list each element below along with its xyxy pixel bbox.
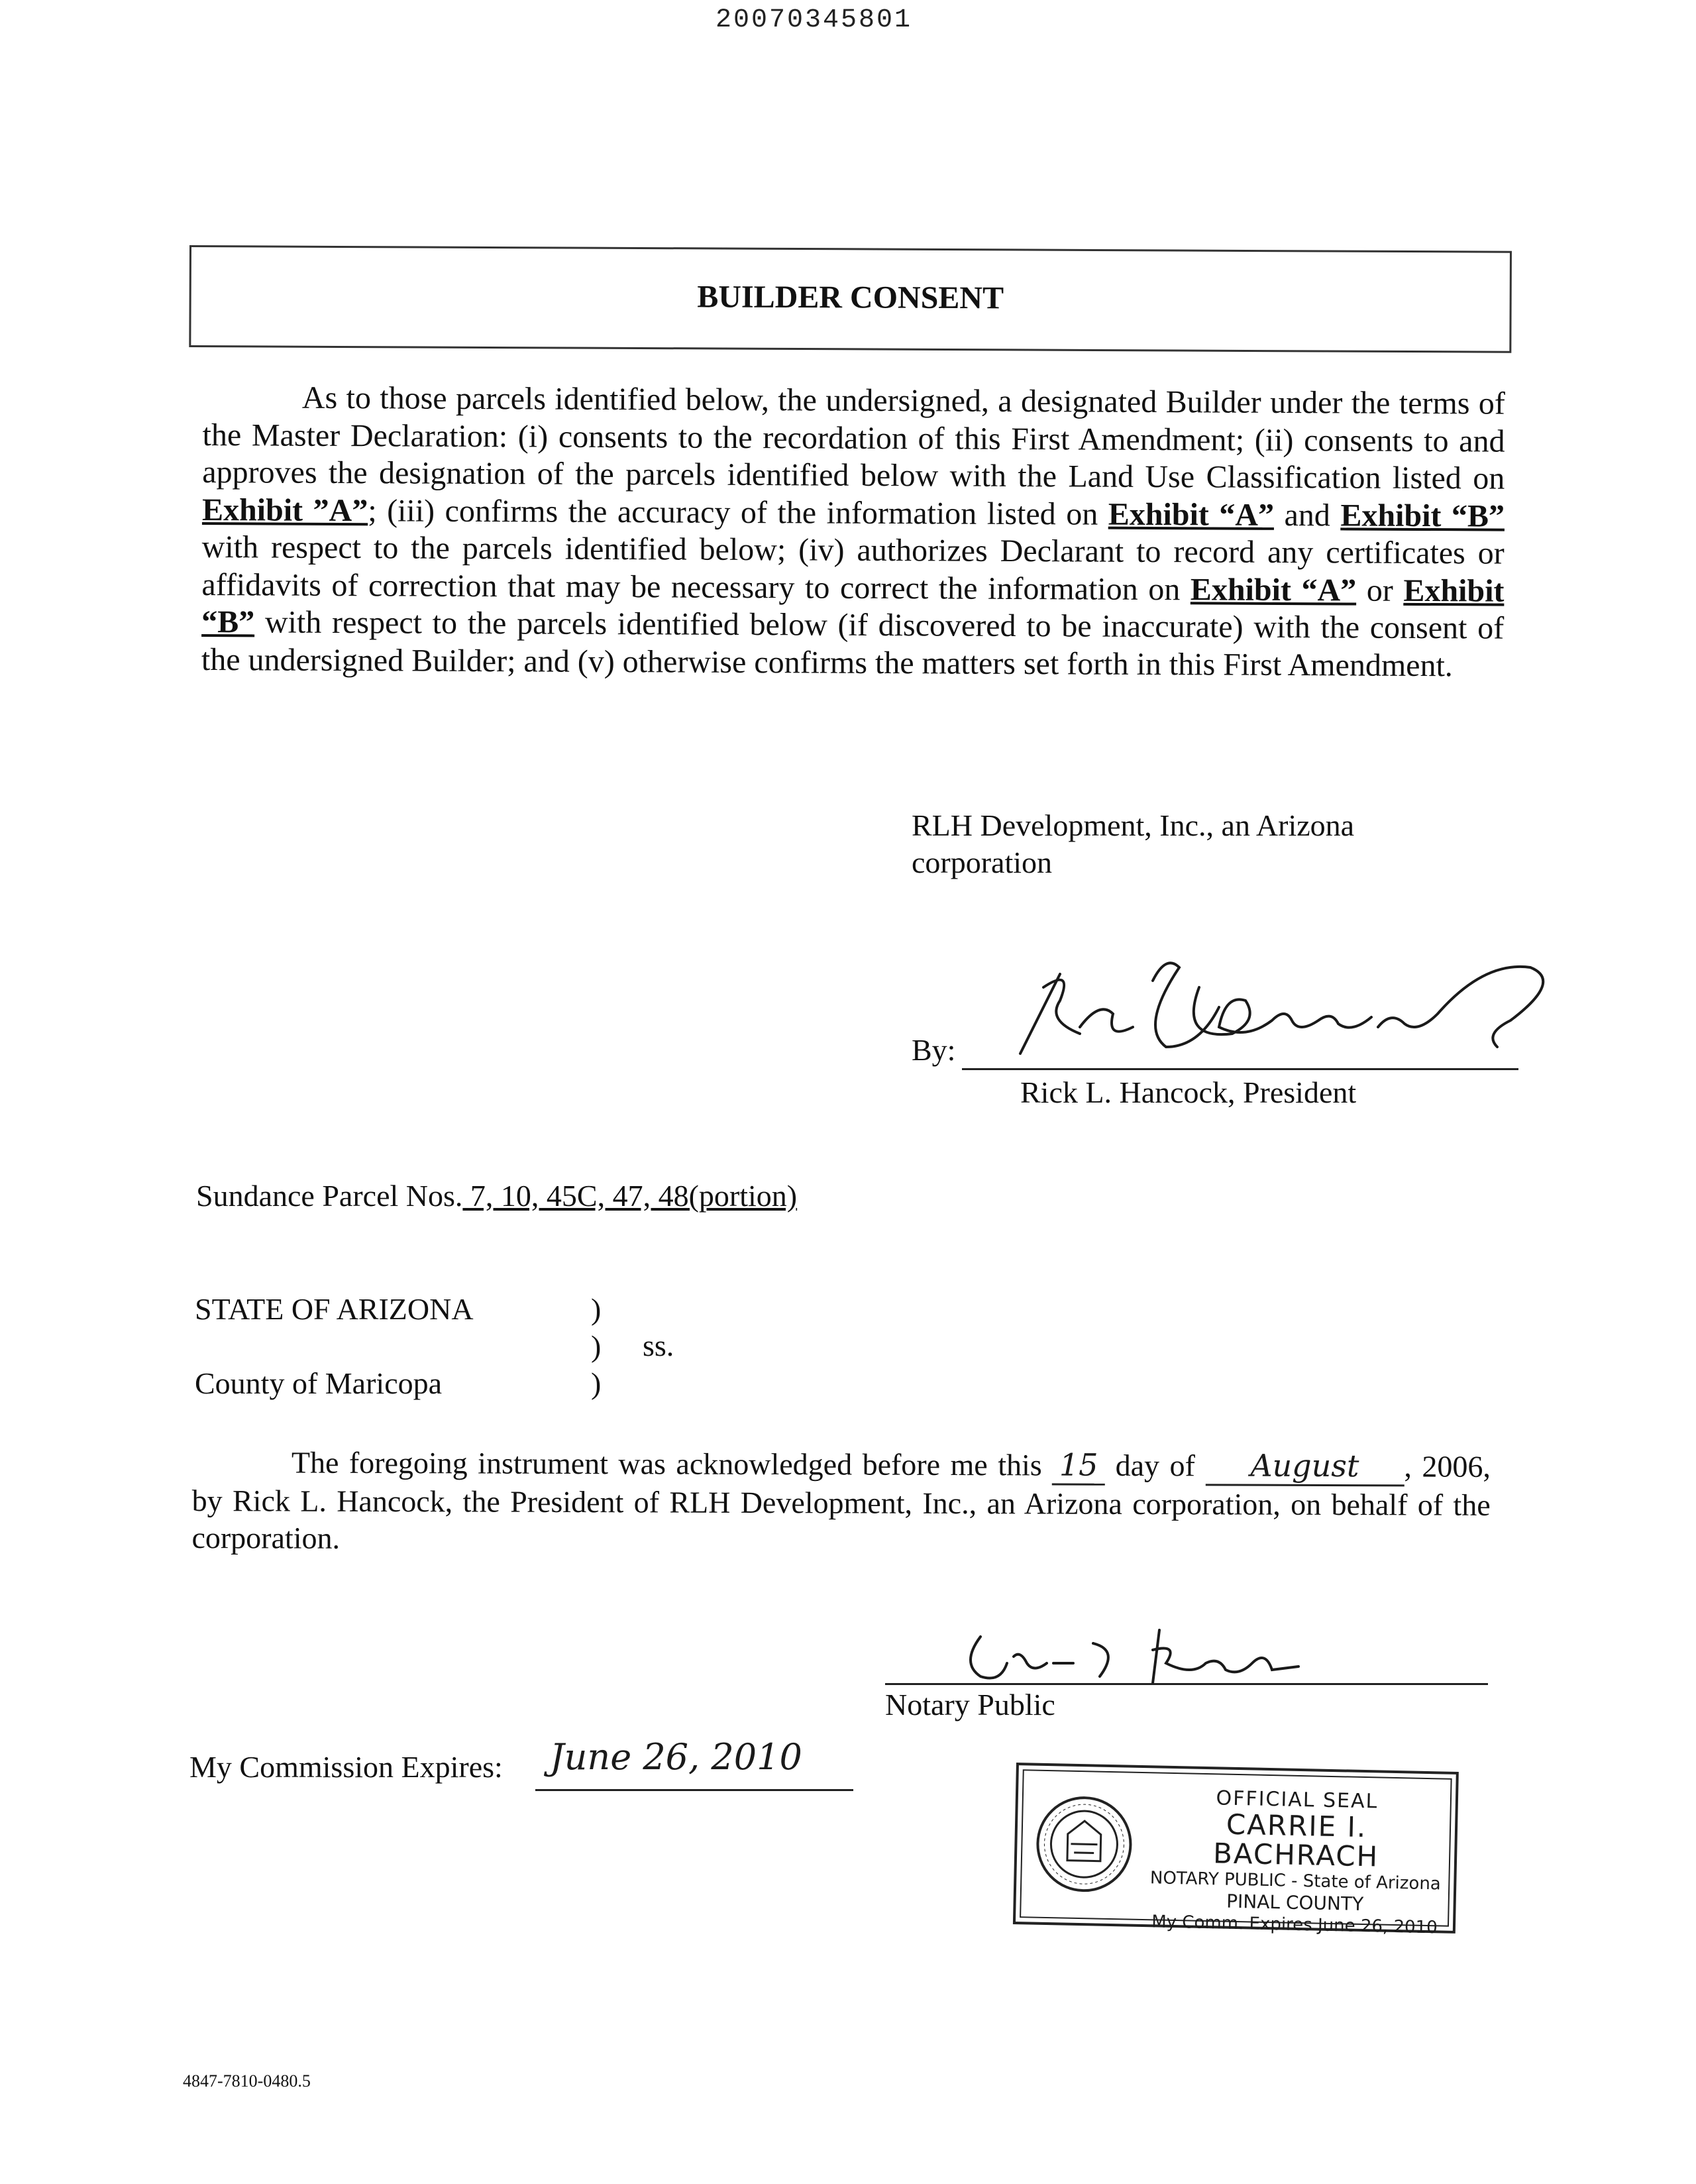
notary-signature	[954, 1610, 1352, 1690]
seal-text	[1139, 1785, 1454, 1939]
paragraph-text: with respect to the parcels identified below; (iv) authorizes Declarant to record any certificates or affidavits of correction that may be necessary to correct the information on	[201, 529, 1505, 607]
seal-line: NOTARY PUBLIC - State of Arizona	[1149, 1868, 1442, 1894]
commission-label: My Commission Expires:	[189, 1750, 503, 1784]
ack-text: day of	[1105, 1448, 1206, 1483]
paragraph-text: or	[1356, 573, 1404, 608]
state-seal-icon	[1034, 1794, 1135, 1895]
exhibit-a-ref: Exhibit “A”	[1108, 496, 1275, 533]
ack-day: 15	[1052, 1447, 1105, 1486]
commission-line	[535, 1789, 853, 1791]
signature-line	[962, 1068, 1518, 1070]
seal-line: CARRIE I. BACHRACH	[1212, 1808, 1379, 1873]
county-name: County of Maricopa	[195, 1366, 443, 1400]
notary-seal-stamp	[1013, 1763, 1459, 1938]
paragraph-text: with respect to the parcels identified below (if discovered to be inaccurate) with the consent of the undersigned Builder; and (v) otherwise confirms the matters set forth in this First Amendment.	[201, 604, 1505, 683]
bracket: )	[591, 1366, 602, 1400]
builder-signature	[980, 948, 1577, 1080]
ack-text: The foregoing instrument was acknowledged before me this	[291, 1445, 1053, 1482]
seal-border	[1020, 1769, 1452, 1938]
company-line: RLH Development, Inc., an Arizona	[912, 808, 1355, 842]
by-label: By:	[912, 1033, 956, 1067]
seal-line: My Comm. Expires June 26, 2010	[1151, 1912, 1438, 1938]
exhibit-b-ref: Exhibit “B”	[201, 573, 1505, 640]
parcel-numbers: 7, 10, 45C, 47, 48(portion)	[462, 1179, 798, 1213]
notary-signature-line	[885, 1683, 1488, 1685]
venue-block	[195, 1291, 474, 1402]
paragraph-text: ; (iii) confirms the accuracy of the information listed on	[368, 492, 1108, 532]
title-box	[189, 245, 1512, 353]
venue-brackets	[591, 1291, 601, 1402]
paragraph-text: As to those parcels identified below, the undersigned, a designated Builder under the terms of the Master Declaration: (i) consents to the recordation of this First Amendment; (ii) consents to and approves the designation of the parcels identified below with the Land Use Classification listed on	[202, 380, 1505, 496]
parcel-line	[196, 1178, 797, 1213]
signer-name: Rick L. Hancock, President	[1020, 1075, 1357, 1109]
acknowledgment-paragraph	[191, 1443, 1491, 1561]
company-name	[912, 807, 1354, 881]
page-title: BUILDER CONSENT	[697, 279, 1004, 316]
state-name: STATE OF ARIZONA	[195, 1292, 474, 1326]
exhibit-a-ref: Exhibit “A”	[1190, 571, 1357, 608]
paragraph-text: and	[1273, 497, 1341, 533]
bracket: )	[591, 1292, 602, 1326]
exhibit-b-ref: Exhibit “B”	[1340, 497, 1505, 534]
seal-line: PINAL COUNTY	[1226, 1890, 1364, 1916]
seal-line: OFFICIAL SEAL	[1216, 1786, 1379, 1814]
exhibit-a-ref: Exhibit ”A”	[201, 492, 368, 528]
parcel-label: Sundance Parcel Nos.	[196, 1179, 463, 1213]
consent-paragraph	[201, 379, 1505, 685]
company-line: corporation	[912, 846, 1053, 879]
bracket: )	[591, 1329, 602, 1363]
ss-label: ss.	[643, 1329, 674, 1362]
notary-label: Notary Public	[885, 1688, 1055, 1721]
commission-date: June 26, 2010	[550, 1736, 802, 1778]
document-id: 4847-7810-0480.5	[183, 2071, 311, 2091]
recording-number: 20070345801	[716, 5, 913, 35]
ack-month: August	[1205, 1447, 1404, 1486]
ack-text: , 2006, by Rick L. Hancock, the President of RLH Development, Inc., an Arizona corporation, on behalf of the corporation.	[191, 1449, 1491, 1555]
